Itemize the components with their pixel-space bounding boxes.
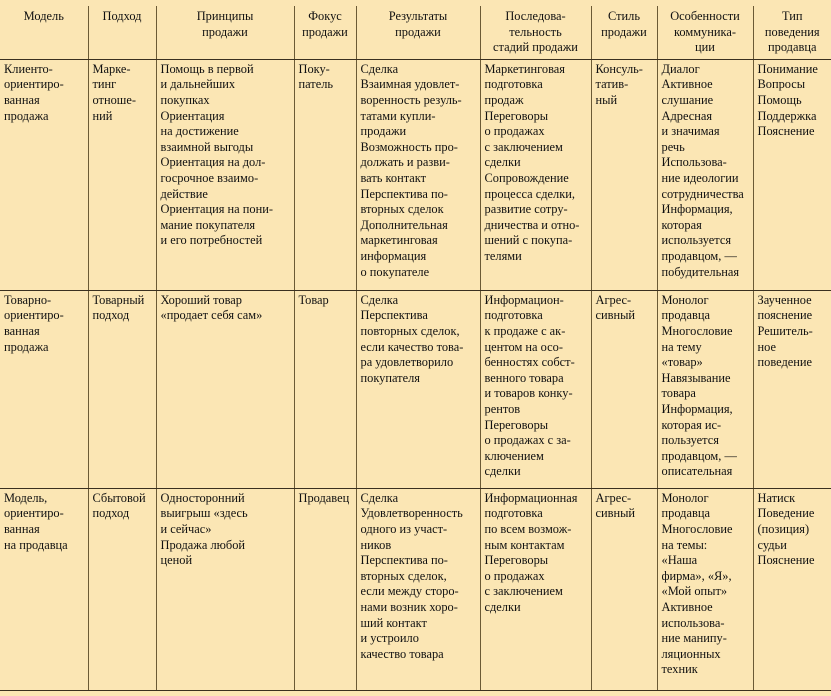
- cell-text-line: Активное: [661, 77, 713, 92]
- cell-focus: [294, 488, 356, 690]
- cell-text-line: ценой: [160, 553, 193, 568]
- header-text-line: Стиль: [608, 9, 640, 23]
- cell-text-line: подход: [92, 308, 130, 323]
- cell-text-line: Активное: [661, 599, 713, 614]
- cell-text-line: продавцом, —: [661, 248, 737, 263]
- cell-text-line: татами купли-: [360, 108, 436, 123]
- cell-text-line: Понимание: [757, 61, 818, 76]
- header-text-line: Фокус: [308, 9, 342, 23]
- cell-text-line: Перспектива по-: [360, 186, 448, 201]
- cell-text-line: Монолог: [661, 490, 709, 505]
- cell-text-line: на темы:: [661, 537, 708, 552]
- cell-text-line: сделки: [484, 464, 521, 479]
- cell-text-line: венного товара: [484, 370, 564, 385]
- header-text-line: Подход: [102, 9, 142, 23]
- cell-communication: [657, 59, 753, 290]
- cell-text-line: (позиция): [757, 521, 810, 536]
- cell-text-line: «продает себя сам»: [160, 308, 263, 323]
- header-text-line: продажи: [202, 24, 248, 39]
- header-row: [0, 6, 831, 59]
- cell-text-line: должать и разви-: [360, 155, 450, 170]
- cell-text-line: сотрудничества: [661, 186, 744, 201]
- cell-text-line: судьи: [757, 537, 787, 552]
- cell-text-line: Решитель-: [757, 323, 813, 338]
- cell-text-line: Навязывание: [661, 370, 731, 385]
- cell-text-line: «товар»: [661, 355, 703, 370]
- cell-text-line: Заученное: [757, 292, 812, 307]
- cell-text-line: ра удовлетворило: [360, 355, 454, 370]
- cell-text-line: и значимая: [661, 124, 720, 139]
- cell-text-line: продажа: [4, 108, 49, 123]
- cell-approach: [88, 290, 156, 488]
- cell-text-line: по всем возмож-: [484, 521, 572, 536]
- cell-text-line: поведение: [757, 355, 813, 370]
- cell-text-line: продажа: [4, 339, 49, 354]
- cell-text-line: выигрыш «здесь: [160, 506, 248, 521]
- cell-text-line: Продавец: [298, 490, 350, 505]
- column-header-focus: [294, 6, 356, 59]
- header-text-line: поведения: [764, 24, 820, 39]
- sales-models-table: [0, 6, 831, 691]
- cell-text-line: Удовлетворенность: [360, 506, 463, 521]
- cell-text-line: Поведение: [757, 506, 815, 521]
- cell-text-line: процесса сделки,: [484, 186, 575, 201]
- cell-stages: [480, 290, 591, 488]
- cell-text-line: ние идеологии: [661, 170, 739, 185]
- header-text-line: Принципы: [196, 9, 254, 23]
- cell-text-line: татив-: [595, 77, 629, 92]
- cell-text-line: пользуется: [661, 433, 719, 448]
- cell-text-line: слушание: [661, 92, 714, 107]
- header-text-line: стадий продажи: [493, 40, 578, 55]
- cell-text-line: Возможность про-: [360, 139, 458, 154]
- cell-text-line: которая ис-: [661, 417, 722, 432]
- cell-text-line: Поддержка: [757, 108, 817, 123]
- cell-text-line: ное: [757, 339, 776, 354]
- header-text-line: Последова-: [505, 9, 566, 23]
- cell-behavior: [753, 290, 831, 488]
- cell-text-line: Агрес-: [595, 490, 632, 505]
- cell-text-line: ние манипу-: [661, 631, 727, 646]
- cell-text-line: Натиск: [757, 490, 796, 505]
- cell-text-line: Монолог: [661, 292, 709, 307]
- cell-text-line: Помощь в первой: [160, 61, 254, 76]
- cell-text-line: продавца: [661, 506, 710, 521]
- cell-text-line: подготовка: [484, 77, 543, 92]
- cell-communication: [657, 488, 753, 690]
- cell-text-line: действие: [160, 186, 208, 201]
- cell-text-line: развитие сотру-: [484, 202, 568, 217]
- cell-text-line: Сбытовой: [92, 490, 146, 505]
- cell-text-line: и дальнейших: [160, 77, 236, 92]
- cell-behavior: [753, 488, 831, 690]
- cell-text-line: вать контакт: [360, 170, 427, 185]
- cell-text-line: повторных сделок,: [360, 323, 460, 338]
- cell-text-line: нами возник хоро-: [360, 599, 458, 614]
- cell-text-line: «Мой опыт»: [661, 584, 728, 599]
- header-text-line: продажи: [395, 24, 441, 39]
- cell-text-line: Вопросы: [757, 77, 806, 92]
- cell-text-line: к продаже с ак-: [484, 323, 566, 338]
- cell-text-line: ключением: [484, 448, 544, 463]
- cell-text-line: покупках: [160, 92, 210, 107]
- header-text-line: продажи: [601, 24, 647, 39]
- table-row: [0, 290, 831, 488]
- cell-text-line: которая: [661, 217, 702, 232]
- header-text-line: Модель: [23, 9, 64, 23]
- cell-stages: [480, 488, 591, 690]
- cell-text-line: пояснение: [757, 308, 813, 323]
- cell-text-line: на тему: [661, 339, 702, 354]
- cell-text-line: фирма», «Я»,: [661, 568, 732, 583]
- cell-text-line: ный: [595, 92, 618, 107]
- cell-style: [591, 488, 657, 690]
- cell-text-line: качество товара: [360, 646, 444, 661]
- cell-text-line: Консуль-: [595, 61, 643, 76]
- cell-focus: [294, 290, 356, 488]
- header-text-line: продавца: [768, 40, 817, 55]
- cell-text-line: Товарно-: [4, 292, 52, 307]
- cell-text-line: Многословие: [661, 521, 733, 536]
- cell-text-line: Пояснение: [757, 553, 815, 568]
- cell-text-line: маркетинговая: [360, 233, 438, 248]
- cell-text-line: продажи: [360, 124, 407, 139]
- column-header-results: [356, 6, 480, 59]
- cell-text-line: использова-: [661, 615, 725, 630]
- column-header-communication: [657, 6, 753, 59]
- cell-text-line: Ориентация на дол-: [160, 155, 266, 170]
- cell-stages: [480, 59, 591, 290]
- cell-text-line: на достижение: [160, 124, 239, 139]
- cell-model: [0, 488, 88, 690]
- cell-text-line: подготовка: [484, 308, 543, 323]
- cell-text-line: сделки: [484, 155, 521, 170]
- cell-text-line: Дополнительная: [360, 217, 448, 232]
- cell-text-line: продаж: [484, 92, 524, 107]
- cell-approach: [88, 488, 156, 690]
- column-header-approach: [88, 6, 156, 59]
- cell-text-line: речь: [661, 139, 685, 154]
- column-header-behavior: [753, 6, 831, 59]
- cell-text-line: Перспектива по-: [360, 553, 448, 568]
- cell-text-line: с заключением: [484, 139, 563, 154]
- column-header-stages: [480, 6, 591, 59]
- cell-text-line: и его потребностей: [160, 233, 263, 248]
- cell-text-line: Односторонний: [160, 490, 245, 505]
- cell-text-line: Маркетинговая: [484, 61, 565, 76]
- cell-text-line: сделки: [484, 599, 521, 614]
- cell-text-line: с заключением: [484, 584, 563, 599]
- cell-text-line: техник: [661, 662, 698, 677]
- cell-text-line: Сделка: [360, 490, 399, 505]
- cell-text-line: Ориентация: [160, 108, 225, 123]
- header-text-line: тельность: [509, 24, 562, 39]
- cell-text-line: Переговоры: [484, 417, 549, 432]
- cell-communication: [657, 290, 753, 488]
- cell-text-line: о продажах: [484, 568, 545, 583]
- cell-text-line: мание покупателя: [160, 217, 256, 232]
- header-text-line: коммуника-: [674, 24, 736, 39]
- cell-results: [356, 59, 480, 290]
- cell-text-line: о продажах: [484, 124, 545, 139]
- cell-text-line: Информация,: [661, 401, 733, 416]
- cell-text-line: информация: [360, 248, 427, 263]
- cell-text-line: и товаров конку-: [484, 386, 573, 401]
- column-header-model: [0, 6, 88, 59]
- cell-text-line: Марке-: [92, 61, 131, 76]
- header-text-line: Тип: [781, 9, 803, 23]
- cell-text-line: Сделка: [360, 292, 399, 307]
- column-header-principles: [156, 6, 294, 59]
- cell-style: [591, 290, 657, 488]
- cell-principles: [156, 59, 294, 290]
- cell-text-line: описательная: [661, 464, 733, 479]
- cell-model: [0, 59, 88, 290]
- cell-text-line: покупателя: [360, 370, 420, 385]
- cell-text-line: Информация,: [661, 202, 733, 217]
- cell-text-line: Перспектива: [360, 308, 428, 323]
- cell-text-line: сивный: [595, 506, 636, 521]
- cell-text-line: о продажах с за-: [484, 433, 571, 448]
- cell-text-line: ванная: [4, 521, 40, 536]
- cell-text-line: «Наша: [661, 553, 698, 568]
- column-header-style: [591, 6, 657, 59]
- cell-text-line: отноше-: [92, 92, 136, 107]
- cell-results: [356, 290, 480, 488]
- cell-text-line: Продажа любой: [160, 537, 246, 552]
- cell-text-line: вторных сделок: [360, 202, 444, 217]
- cell-text-line: Диалог: [661, 61, 700, 76]
- cell-focus: [294, 59, 356, 290]
- cell-text-line: сивный: [595, 308, 636, 323]
- cell-text-line: Адресная: [661, 108, 713, 123]
- header-text-line: Особенности: [670, 9, 740, 23]
- cell-text-line: дничества и отно-: [484, 217, 580, 232]
- cell-text-line: подход: [92, 506, 130, 521]
- cell-principles: [156, 488, 294, 690]
- cell-text-line: бенностях собст-: [484, 355, 575, 370]
- cell-text-line: ориентиро-: [4, 77, 64, 92]
- cell-text-line: если качество това-: [360, 339, 464, 354]
- cell-model: [0, 290, 88, 488]
- cell-text-line: рентов: [484, 401, 521, 416]
- cell-text-line: Многословие: [661, 323, 733, 338]
- cell-text-line: Переговоры: [484, 108, 549, 123]
- cell-text-line: Товарный: [92, 292, 145, 307]
- cell-text-line: Использова-: [661, 155, 727, 170]
- cell-text-line: ванная: [4, 323, 40, 338]
- cell-approach: [88, 59, 156, 290]
- cell-text-line: Сопровождение: [484, 170, 569, 185]
- cell-text-line: Помощь: [757, 92, 802, 107]
- header-text-line: ции: [695, 40, 715, 55]
- cell-behavior: [753, 59, 831, 290]
- cell-text-line: Сделка: [360, 61, 399, 76]
- cell-text-line: Агрес-: [595, 292, 632, 307]
- cell-text-line: Модель,: [4, 490, 48, 505]
- header-text-line: продажи: [302, 24, 348, 39]
- cell-text-line: шений с покупа-: [484, 233, 573, 248]
- cell-text-line: Хороший товар: [160, 292, 242, 307]
- cell-text-line: Информационная: [484, 490, 578, 505]
- cell-text-line: одного из участ-: [360, 521, 448, 536]
- table-row: [0, 488, 831, 690]
- cell-text-line: Поку-: [298, 61, 330, 76]
- cell-text-line: ориентиро-: [4, 308, 64, 323]
- cell-text-line: центом на осо-: [484, 339, 563, 354]
- cell-text-line: Товар: [298, 292, 329, 307]
- cell-text-line: и устроило: [360, 631, 419, 646]
- header-text-line: Результаты: [388, 9, 448, 23]
- cell-results: [356, 488, 480, 690]
- table-row: [0, 59, 831, 290]
- cell-text-line: если между сторо-: [360, 584, 459, 599]
- cell-text-line: ший контакт: [360, 615, 427, 630]
- cell-text-line: ванная: [4, 92, 40, 107]
- cell-text-line: продавцом, —: [661, 448, 737, 463]
- cell-text-line: Переговоры: [484, 553, 549, 568]
- cell-text-line: на продавца: [4, 537, 68, 552]
- cell-style: [591, 59, 657, 290]
- cell-text-line: продавца: [661, 308, 710, 323]
- cell-text-line: подготовка: [484, 506, 543, 521]
- cell-text-line: и сейчас»: [160, 521, 212, 536]
- cell-text-line: телями: [484, 248, 522, 263]
- cell-text-line: Взаимная удовлет-: [360, 77, 460, 92]
- cell-text-line: побудительная: [661, 264, 740, 279]
- cell-text-line: ляционных: [661, 646, 721, 661]
- cell-text-line: ным контактам: [484, 537, 565, 552]
- cell-text-line: ориентиро-: [4, 506, 64, 521]
- cell-text-line: взаимной выгоды: [160, 139, 254, 154]
- cell-text-line: Ориентация на пони-: [160, 202, 273, 217]
- cell-text-line: тинг: [92, 77, 117, 92]
- cell-text-line: госрочное взаимо-: [160, 170, 259, 185]
- cell-text-line: используется: [661, 233, 732, 248]
- cell-text-line: вторных сделок,: [360, 568, 447, 583]
- cell-text-line: Информацион-: [484, 292, 564, 307]
- cell-text-line: патель: [298, 77, 334, 92]
- cell-text-line: воренность резуль-: [360, 92, 462, 107]
- cell-text-line: ний: [92, 108, 113, 123]
- cell-text-line: товара: [661, 386, 696, 401]
- cell-text-line: Пояснение: [757, 124, 815, 139]
- cell-principles: [156, 290, 294, 488]
- cell-text-line: ников: [360, 537, 392, 552]
- cell-text-line: о покупателе: [360, 264, 430, 279]
- cell-text-line: Клиенто-: [4, 61, 53, 76]
